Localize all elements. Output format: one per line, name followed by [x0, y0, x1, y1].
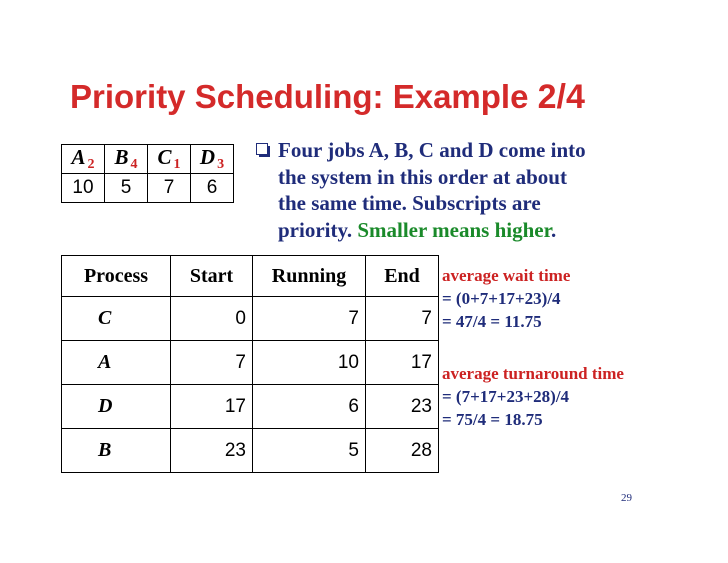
job-name: A — [71, 145, 86, 169]
start-value: 0 — [171, 297, 253, 341]
process-table-header — [62, 256, 439, 297]
page-number: 29 — [621, 492, 632, 504]
priority-table-names-row — [62, 145, 234, 174]
start-value: 23 — [171, 429, 253, 473]
average-turnaround-equation-2: = 75/4 = 18.75 — [442, 410, 543, 429]
job-priority-subscript: 3 — [217, 157, 225, 172]
description-bullet — [256, 137, 656, 243]
process-name: C — [62, 297, 171, 341]
bullet-line-4 — [256, 217, 656, 244]
end-value: 28 — [366, 429, 439, 473]
table-row — [62, 341, 439, 385]
priority-cell-a — [62, 145, 105, 174]
end-value: 7 — [366, 297, 439, 341]
priority-table-values-row — [62, 174, 234, 203]
slide-title-main: Priority Scheduling: Example — [70, 78, 538, 115]
statistics-panel — [442, 264, 624, 431]
job-priority-subscript: 2 — [87, 157, 95, 172]
average-turnaround-label: average turnaround time — [442, 364, 624, 383]
priority-table — [61, 144, 234, 203]
start-value: 7 — [171, 341, 253, 385]
job-priority-subscript: 4 — [130, 157, 138, 172]
start-value: 17 — [171, 385, 253, 429]
job-name: C — [157, 145, 172, 169]
stats-spacer — [442, 333, 624, 362]
priority-cell-b — [105, 145, 148, 174]
end-value: 17 — [366, 341, 439, 385]
table-row — [62, 297, 439, 341]
priority-cell-c — [148, 145, 191, 174]
running-value: 5 — [253, 429, 366, 473]
job-value: 5 — [105, 174, 148, 203]
running-value: 7 — [253, 297, 366, 341]
slide-title — [70, 78, 585, 117]
job-name: B — [114, 145, 129, 169]
average-turnaround-equation-1: = (7+17+23+28)/4 — [442, 387, 570, 406]
header-start: Start — [171, 256, 253, 297]
bullet-highlight: Smaller means higher — [357, 217, 552, 242]
table-row — [62, 385, 439, 429]
running-value: 6 — [253, 385, 366, 429]
process-name: A — [62, 341, 171, 385]
header-process: Process — [62, 256, 171, 297]
running-value: 10 — [253, 341, 366, 385]
job-value: 10 — [62, 174, 105, 203]
job-value: 6 — [191, 174, 234, 203]
header-running: Running — [253, 256, 366, 297]
header-end: End — [366, 256, 439, 297]
bullet-line-4-pre: priority. — [278, 217, 358, 242]
job-priority-subscript: 1 — [173, 157, 181, 172]
average-wait-equation-2: = 47/4 = 11.75 — [442, 312, 542, 331]
slide-title-number: 2/4 — [537, 78, 585, 116]
bullet-line-1: Four jobs A, B, C and D come into — [278, 138, 586, 162]
end-value: 23 — [366, 385, 439, 429]
average-wait-label: average wait time — [442, 266, 571, 285]
checkbox-bullet-icon — [256, 143, 268, 155]
priority-cell-d — [191, 145, 234, 174]
process-table — [61, 255, 439, 473]
bullet-line-3: the same time. Subscripts are — [278, 191, 541, 215]
process-name: D — [62, 385, 171, 429]
process-name: B — [62, 429, 171, 473]
table-row — [62, 429, 439, 473]
average-wait-equation-1: = (0+7+17+23)/4 — [442, 289, 561, 308]
job-value: 7 — [148, 174, 191, 203]
bullet-line-2: the system in this order at about — [278, 164, 567, 189]
bullet-line-4-post: . — [551, 217, 557, 242]
job-name: D — [199, 145, 216, 169]
